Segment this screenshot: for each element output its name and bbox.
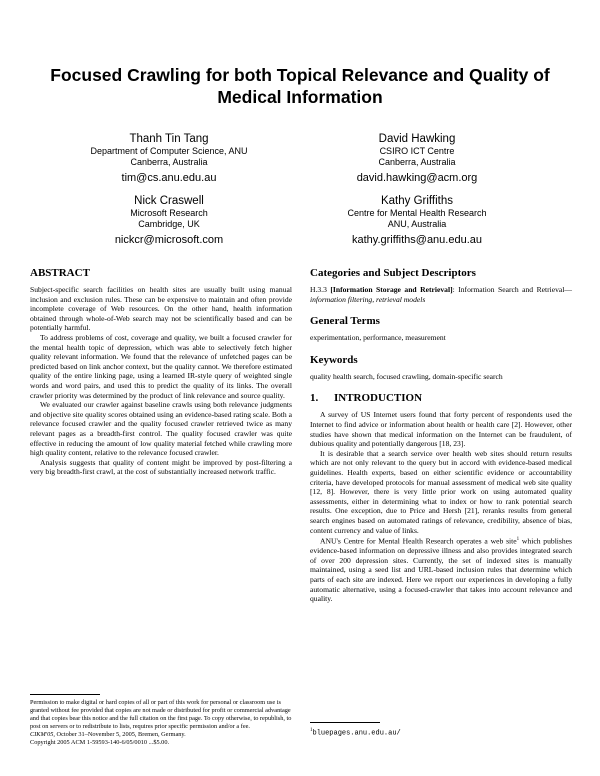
- intro-para3-rest: which publishes evidence-based information on depressive illness and also provides integrated search of over 200 depression sites. Currently, the set of indexed sites is manually maintained, using a seed list and URL-based inclusion rules that determine which parts of each site are indexed. Here we report our experiences in developing a fully automatic alternative, using a focused-crawler that takes into account relevance and quality.: [310, 536, 572, 604]
- categories-heading: Categories and Subject Descriptors: [310, 267, 476, 279]
- general-terms-heading: General Terms: [310, 315, 380, 328]
- permission-text: Permission to make digital or hard copies of all or part of this work for personal or classroom use is granted without fee provided that copies are not made or distributed for profit or commercial advantage and that copies bear this notice and the full citation on the first page. To copy otherwise, to republish, to post on servers or to redistribute to lists, requires prior specific permission and/or a fee.: [30, 699, 292, 731]
- keywords-heading: Keywords: [310, 353, 358, 366]
- abstract-heading: ABSTRACT: [30, 267, 90, 279]
- footnote-url: bluepages.anu.edu.au/: [312, 729, 401, 738]
- introduction-paragraph: It is desirable that a search service over health web sites should return results which are not only relevant to the query but in accord with evidence-based medical guidelines. Health experts, based on either scientific evidence or accountability criteria, have developed protocols for manual assessment of medical web site quality [12, 8]. However, there is very little prior work on using automated quality assessments, either in determining what to index or how to rank potential search results. One exception, due to Price and Hersh [21], reranks results from general search engines based on automated ratings of relevance, credibility, absence of bias, content currency and value of links.: [310, 448, 572, 535]
- author-block: [297, 194, 537, 247]
- author-block: [49, 132, 289, 185]
- author-name: David Hawking: [378, 133, 456, 145]
- conference-line: [30, 731, 292, 739]
- conference-details: October 31–November 5, 2005, Bremen, Germany.: [54, 731, 186, 739]
- copyright-line: Copyright 2005 ACM 1-59593-140-6/05/0010 ...$5.00.: [30, 739, 170, 747]
- categories-text: [310, 285, 572, 304]
- abstract-paragraph: Subject-specific search facilities on health sites are usually built using manual inclusion and exclusion rules. These can be expensive to maintain and often provide incomplete coverage of Web resources. On the other hand, health information obtained through whole-of-Web search may not be scientifically based and can be potentially harmful.: [30, 285, 292, 333]
- abstract-paragraph: We evaluated our crawler against baseline crawls using both relevance judgments and objective site quality scores obtained using an evidence-based rating scale. Both a relevance focused crawler and the quality focused crawler retrieved twice as many relevant pages as a breadth-first control. The quality focused crawler was quite effective in reducing the amount of low quality material fetched while crawling more high quality content, relative to the relevance focused crawler.: [30, 400, 292, 458]
- footnote-rule: [310, 722, 380, 723]
- introduction-paragraph: A survey of US Internet users found that forty percent of respondents used the Internet to find advice or information about health or health care [2]. However, other studies have shown that medical information on the Internet can be fraudulent, of dubious quality and potentially dangerous [18, 23].: [310, 410, 572, 449]
- footnote: [310, 722, 572, 738]
- author-name: Kathy Griffiths: [380, 195, 453, 207]
- abstract-paragraph: Analysis suggests that quality of content might be improved by post-filtering a very big breadth-first crawl, at the cost of substantially increased network traffic.: [30, 457, 292, 477]
- introduction-heading: [310, 391, 572, 405]
- author-email: nickcr@microsoft.com: [114, 234, 224, 246]
- author-location: Canberra, Australia: [130, 157, 208, 167]
- category-code: H.3.3: [310, 285, 327, 294]
- author-affiliation: CSIRO ICT Centre: [379, 146, 455, 156]
- category-title: [Information Storage and Retrieval]: [330, 285, 453, 294]
- author-location: ANU, Australia: [387, 219, 447, 229]
- general-terms-text: experimentation, performance, measurement: [310, 333, 446, 343]
- author-affiliation: Microsoft Research: [130, 208, 208, 218]
- author-location: Canberra, Australia: [378, 157, 456, 167]
- section-title: INTRODUCTION: [334, 392, 423, 405]
- category-terms: information filtering, retrieval models: [310, 294, 426, 304]
- author-name: Nick Craswell: [134, 195, 204, 207]
- author-name: Thanh Tin Tang: [129, 133, 209, 145]
- footnote-marker: 1: [516, 537, 520, 543]
- author-block: [297, 132, 537, 185]
- abstract-paragraph: To address problems of cost, coverage and quality, we built a focused crawler for the mental health topic of depression, which was able to selectively fetch higher quality relevant information. We found that the relevance of unfetched pages can be predicted based on link anchor context, but the quality cannot. We therefore estimated quality of the entire linking page, using a learned IR-style query of weighted single words and word pairs, and used this to predict the quality of its links. The overall crawler priority was determined by the product of link relevance and source quality.: [30, 332, 292, 400]
- introduction-paragraph: [310, 535, 572, 604]
- left-column: [30, 266, 292, 477]
- author-email: tim@cs.anu.edu.au: [121, 172, 217, 184]
- author-location: Cambridge, UK: [138, 219, 200, 229]
- author-block: [49, 194, 289, 247]
- footnote-number: 1: [310, 728, 313, 733]
- right-column: [310, 266, 572, 604]
- keywords-text: quality health search, focused crawling, domain-specific search: [310, 371, 503, 381]
- author-affiliation: Centre for Mental Health Research: [347, 208, 487, 218]
- permission-notice: [30, 694, 292, 748]
- footnote-rule: [30, 694, 100, 695]
- intro-para3-start: ANU's Centre for Mental Health Research operates a web site: [320, 536, 517, 546]
- conference-name: CIKM'05,: [30, 731, 55, 739]
- section-number: 1.: [310, 392, 319, 405]
- category-subtitle: : Information Search and Retrieval—: [452, 285, 573, 294]
- paper-title: Focused Crawling for both Topical Relevance and Quality of Medical Information: [50, 65, 550, 107]
- author-email: david.hawking@acm.org: [356, 172, 478, 184]
- author-affiliation: Department of Computer Science, ANU: [90, 146, 248, 156]
- author-email: kathy.griffiths@anu.edu.au: [351, 234, 482, 246]
